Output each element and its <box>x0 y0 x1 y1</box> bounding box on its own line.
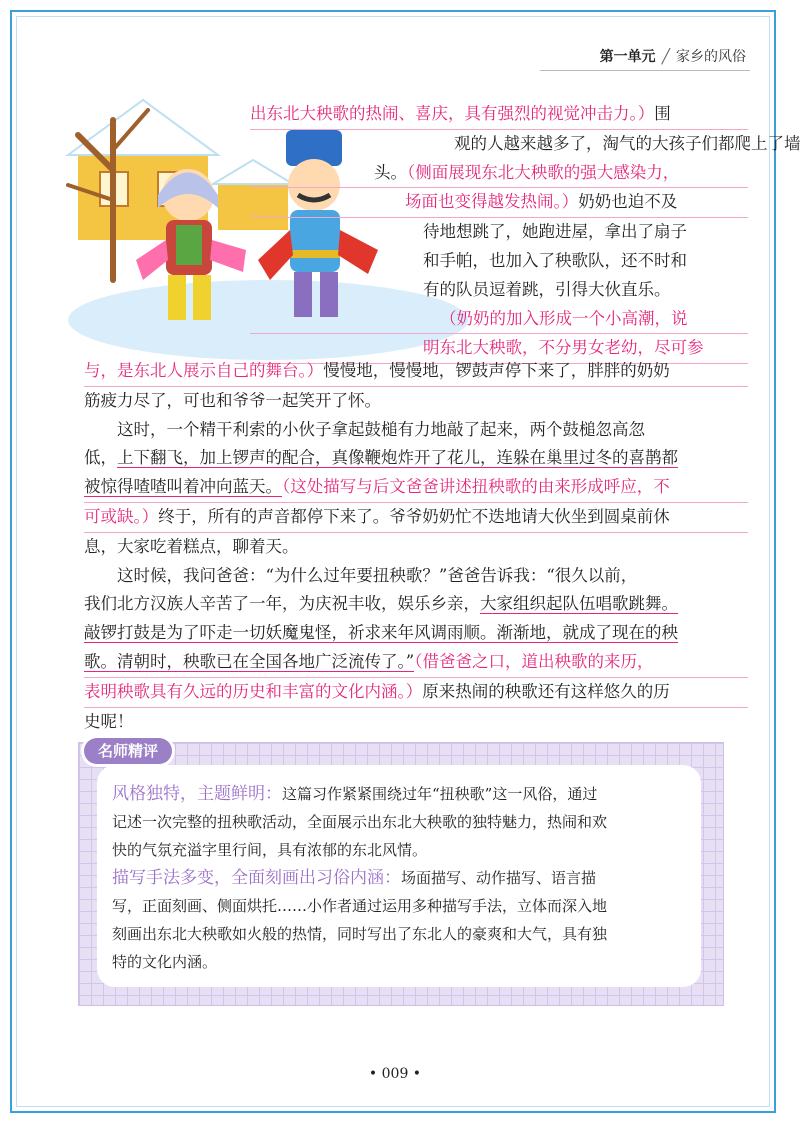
review-heading: 描写手法多变，全面刻画出习俗内涵： <box>112 868 401 888</box>
highlighted-text: 被惊得喳喳叫着冲向蓝天。 <box>84 477 282 497</box>
text-line <box>84 590 748 619</box>
body-text: 头。 <box>374 162 407 182</box>
body-text: 我们北方汉族人辛苦了一年，为庆祝丰收，娱乐乡亲， <box>84 594 480 614</box>
text-line <box>112 808 708 836</box>
annotation-text: （奶奶的加入形成一个小高潮，说 <box>440 308 688 328</box>
body-text: 史呢！ <box>84 711 134 731</box>
review-heading: 风格独特，主题鲜明： <box>112 784 282 804</box>
teacher-review-text <box>112 780 708 976</box>
text-line <box>84 416 748 445</box>
highlighted-text: 大家组织起队伍唱歌跳舞。 <box>480 594 678 614</box>
text-line <box>112 892 708 920</box>
body-text: 特的文化内涵。 <box>112 953 218 971</box>
body-text: 观的人越来越多了，淘气的大孩子们都爬上了墙 <box>454 133 801 153</box>
text-line <box>84 648 748 678</box>
body-text: 写，正面刻画、侧面烘托……小作者通过运用多种描写手法，立体而深入地 <box>112 897 608 915</box>
text-line <box>84 503 748 533</box>
body-text: 这时，一个精干利索的小伙子拿起鼓槌有力地敲了起来，两个鼓槌忽高忽 <box>117 419 645 439</box>
annotation-text: 明东北大秧歌，不分男女老幼，尽可参 <box>423 338 704 358</box>
body-text: 快的气氛充溢字里行间，具有浓郁的东北风情。 <box>112 841 428 859</box>
body-text: 低， <box>84 448 117 468</box>
text-line <box>84 444 748 473</box>
text-line <box>112 948 708 976</box>
page-number: • 009 • <box>368 1066 422 1082</box>
annotation-text: 与，是东北人展示自己的舞台。） <box>84 361 324 380</box>
story-text-wrapped <box>250 100 801 364</box>
running-header <box>600 46 746 66</box>
text-line <box>112 920 708 948</box>
text-line <box>112 864 708 892</box>
body-text: 这篇习作紧紧围绕过年“扭秧歌”这一风俗，通过 <box>282 785 598 803</box>
text-line <box>84 708 748 737</box>
text-line <box>84 619 748 648</box>
header-rule <box>540 70 750 71</box>
text-line <box>84 533 748 562</box>
annotation-text: （借爸爸之口，道出秧歌的来历， <box>414 651 654 671</box>
text-line <box>250 276 748 305</box>
body-text: 慢慢地，慢慢地，锣鼓声停下来了，胖胖的奶奶 <box>323 361 670 380</box>
annotation-text: （这处描写与后文爸爸讲述扭秧歌的由来形成呼应，不 <box>282 477 670 497</box>
body-text: 终于，所有的声音都停下来了。爷爷奶奶忙不迭地请大伙坐到圆桌前休 <box>158 506 670 526</box>
text-line <box>250 130 801 159</box>
chapter-title: 家乡的风俗 <box>676 49 746 65</box>
body-text: 这时候，我问爸爸：“为什么过年要扭秧歌？”爸爸告诉我：“很久以前， <box>117 565 638 585</box>
text-line <box>250 247 748 276</box>
body-text: 场面描写、动作描写、语言描 <box>401 869 597 887</box>
text-line <box>112 836 708 864</box>
story-text-body <box>84 357 748 736</box>
body-text: 和手帕，也加入了秧歌队，还不时和 <box>423 250 687 270</box>
annotation-text: 场面也变得越发热闹。） <box>405 192 579 212</box>
body-text: 筋疲力尽了，可也和爷爷一起笑开了怀。 <box>84 390 381 410</box>
highlighted-text: 歌。清朝时，秧歌已在全国各地广泛流传了。” <box>84 651 415 671</box>
text-line <box>84 387 748 416</box>
text-line <box>84 678 748 708</box>
teacher-review-tab: 名师精评 <box>84 738 172 764</box>
body-text: 围 <box>654 104 671 123</box>
body-text: 待地想跳了，她跑进屋，拿出了扇子 <box>423 222 687 242</box>
body-text: 刻画出东北大秧歌如火般的热情，同时写出了东北人的豪爽和大气，具有独 <box>112 925 608 943</box>
annotation-text: 出东北大秧歌的热闹、喜庆，具有强烈的视觉冲击力。） <box>250 104 655 123</box>
text-line <box>112 780 708 808</box>
unit-label: 第一单元 <box>599 49 656 65</box>
annotation-text: 可或缺。） <box>84 506 159 526</box>
text-line <box>250 188 748 218</box>
text-line <box>250 218 748 247</box>
text-line <box>84 357 748 387</box>
annotation-text: 表明秧歌具有久远的历史和丰富的文化内涵。） <box>84 681 423 701</box>
text-line <box>250 159 748 189</box>
text-line <box>250 100 748 130</box>
highlighted-text: 上下翻飞，加上锣声的配合，真像鞭炮炸开了花儿，连躲在巢里过冬的喜鹊都 <box>117 448 678 468</box>
text-line <box>84 473 748 503</box>
text-line <box>84 562 748 591</box>
annotation-text: （侧面展现东北大秧歌的强大感染力， <box>407 162 680 182</box>
body-text: 息，大家吃着糕点，聊着天。 <box>84 536 299 556</box>
text-line <box>250 305 748 335</box>
header-separator: ╱ <box>661 49 670 65</box>
body-text: 记述一次完整的扭秧歌活动，全面展示出东北大秧歌的独特魅力，热闹和欢 <box>112 813 608 831</box>
body-text: 原来热闹的秧歌还有这样悠久的历 <box>422 681 670 701</box>
body-text: 有的队员逗着跳，引得大伙直乐。 <box>423 279 671 299</box>
highlighted-text: 敲锣打鼓是为了吓走一切妖魔鬼怪，祈求来年风调雨顺。渐渐地，就成了现在的秧 <box>84 623 678 643</box>
body-text: 奶奶也迫不及 <box>578 192 678 212</box>
